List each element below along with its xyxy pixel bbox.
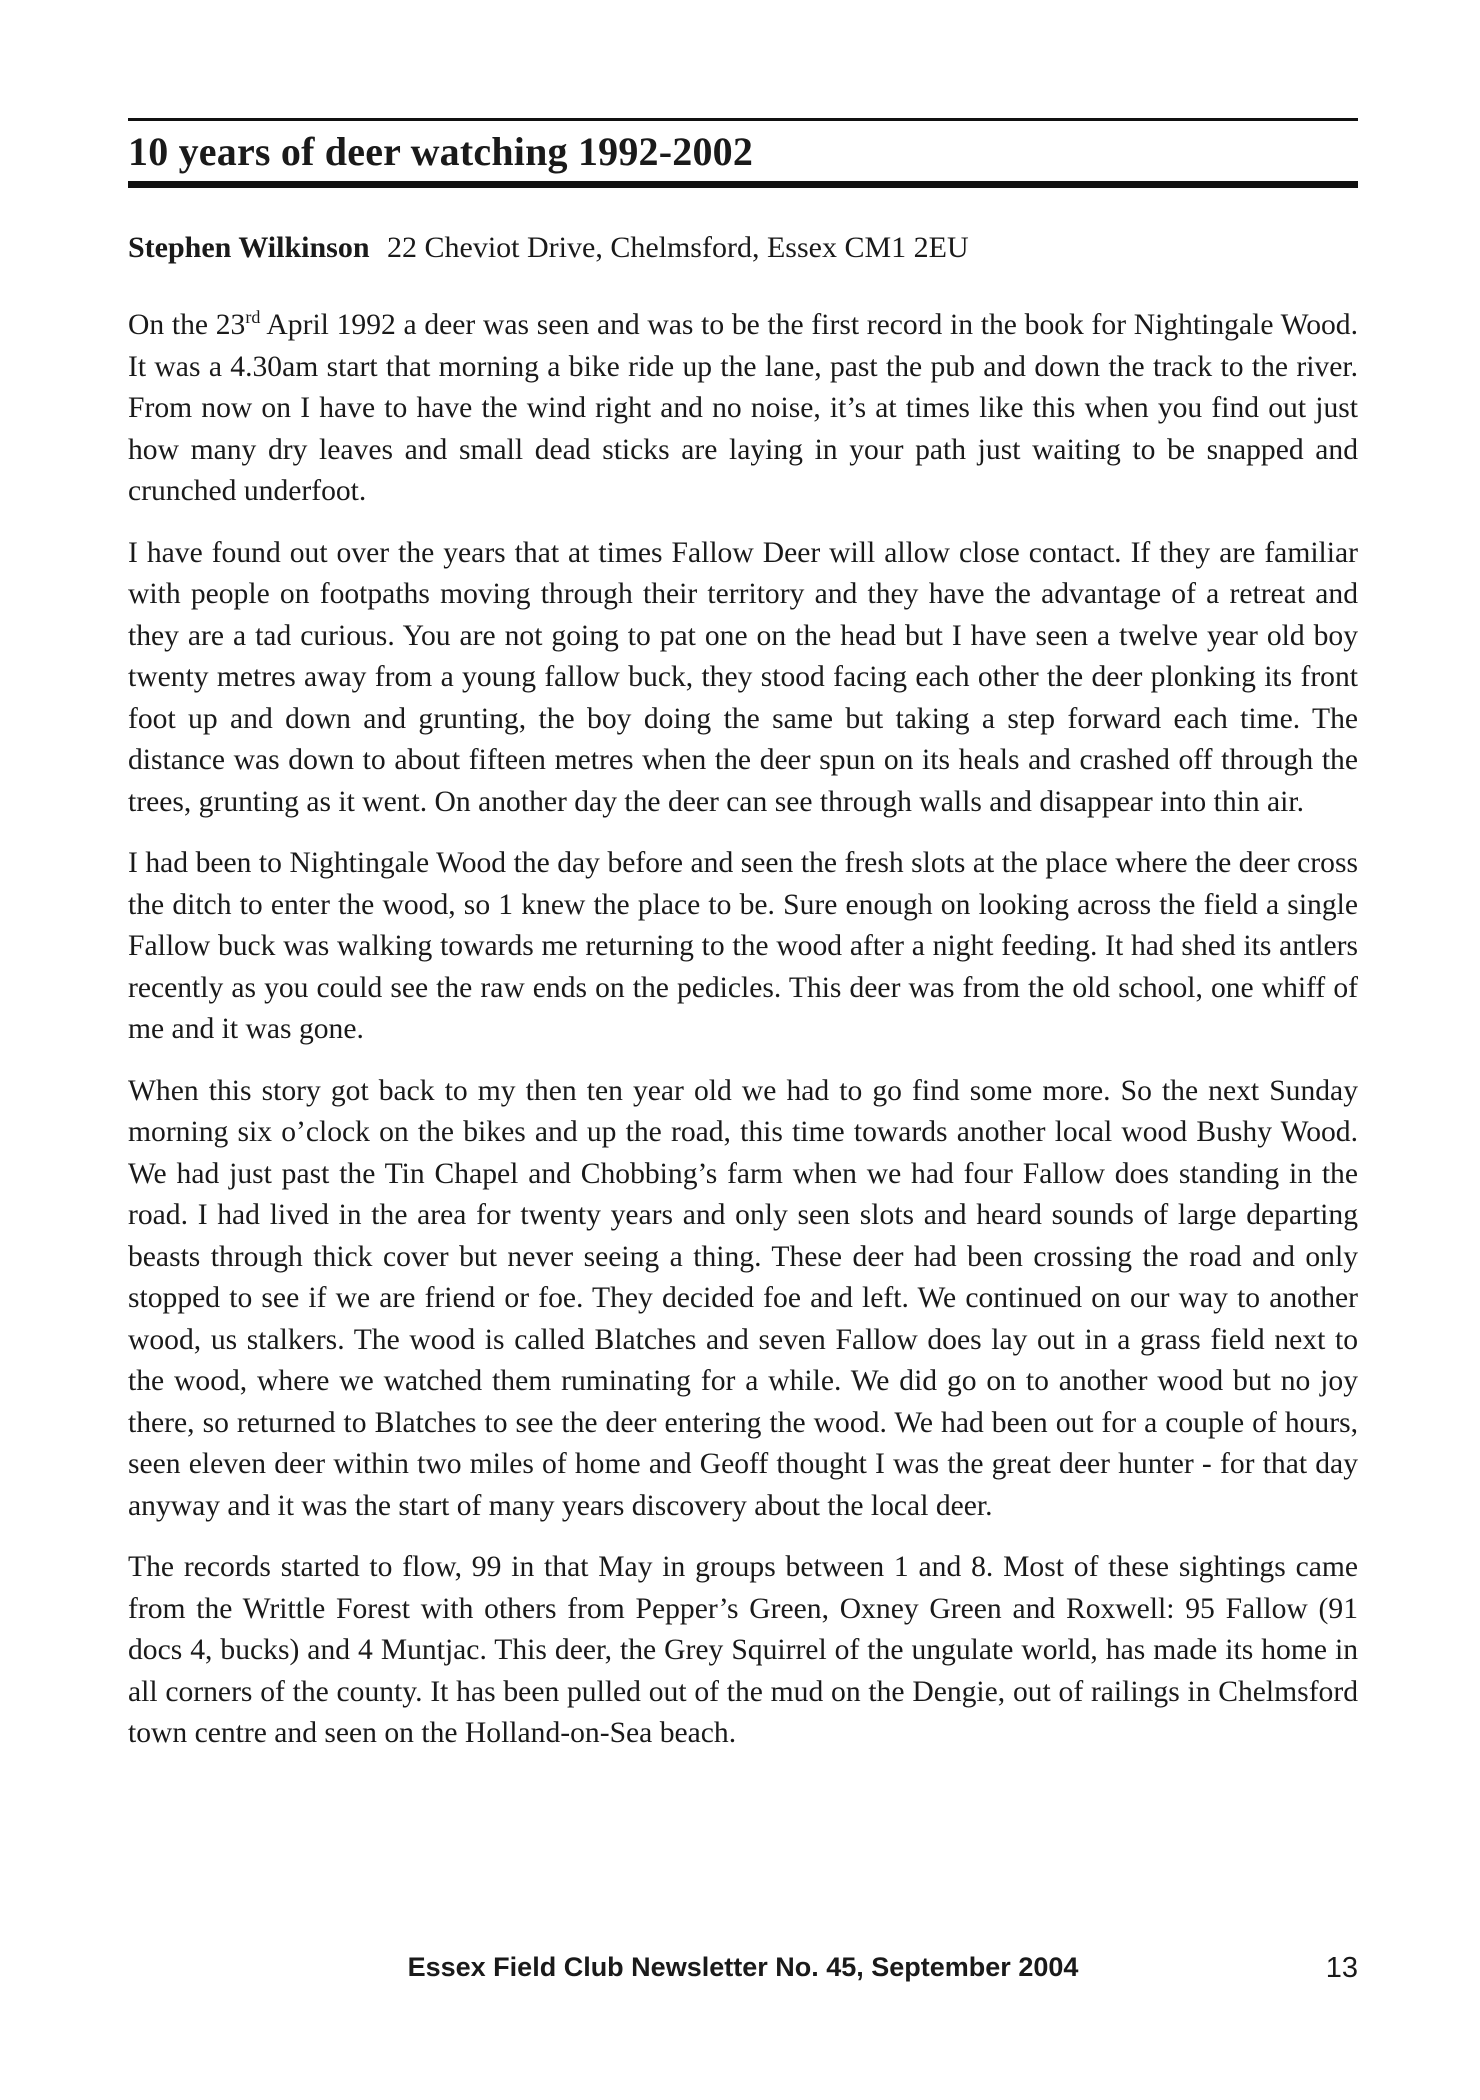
page-footer: [128, 1952, 1358, 1992]
paragraph-5: The records started to flow, 99 in that May in groups between 1 and 8. Most of these sightings came from the Writtle Forest with others from Pepper’s Green, Oxney Green and Roxwell: 95 Fallow (91 docs 4, bucks) and 4 Muntjac. This deer, the Grey Squirrel of the ungulate world, has made its home in all corners of the county. It has been pulled out of the mud on the Dengie, out of railings in Chelmsford town centre and seen on the Holland-on-Sea beach.: [128, 1551, 1358, 1749]
author-line: [128, 228, 1358, 267]
publication-title: Essex Field Club Newsletter No. 45, September 2004: [407, 1952, 1079, 1982]
paragraph-1-start: On the 23: [128, 309, 246, 341]
paragraph-2: I have found out over the years that at times Fallow Deer will allow close contact. If they are familiar with people on footpaths moving through their territory and they have the advantage of a retreat and they are a tad curious. You are not going to pat one on the head but I have seen a twelve year old boy twenty metres away from a young fallow buck, they stood facing each other the deer plonking its front foot up and down and grunting, the boy doing the same but taking a step forward each time. The distance was down to about fifteen metres when the deer spun on its heals and crashed off through the trees, grunting as it went. On another day the deer can see through walls and disappear into thin air.: [128, 536, 1358, 818]
page-number: 13: [1325, 1952, 1358, 1984]
article-body: [128, 305, 1358, 1755]
title-bottom-rule: [128, 181, 1358, 188]
paragraph-1: [128, 305, 1358, 513]
paragraph-4: When this story got back to my then ten year old we had to go find some more. So the next Sunday morning six o’clock on the bikes and up the road, this time towards another local wood Bushy Wood. We had just past the Tin Chapel and Chobbing’s farm when we had four Fallow does standing in the road. I had lived in the area for twenty years and only seen slots and heard sounds of large departing beasts through thick cover but never seeing a thing. These deer had been crossing the road and only stopped to see if we are friend or foe. They decided foe and left. We continued on our way to another wood, us stalkers. The wood is called Blatches and seven Fallow does lay out in a grass field next to the wood, where we watched them ruminating for a while. We did go on to another wood but no joy there, so returned to Blatches to see the deer entering the wood. We had been out for a couple of hours, seen eleven deer within two miles of home and Geoff thought I was the great deer hunter - for that day anyway and it was the start of many years discovery about the local deer.: [128, 1074, 1358, 1522]
author-address: 22 Cheviot Drive, Chelmsford, Essex CM1 2EU: [387, 231, 969, 264]
article: [128, 118, 1358, 1775]
article-title: 10 years of deer watching 1992-2002: [128, 129, 754, 174]
ordinal-suffix: rd: [245, 307, 261, 328]
title-top-rule: [128, 118, 1358, 121]
paragraph-3: I had been to Nightingale Wood the day before and seen the fresh slots at the place where the deer cross the ditch to enter the wood, so 1 knew the place to be. Sure enough on looking across the field a single Fallow buck was walking towards me returning to the wood after a night feeding. It had shed its antlers recently as you could see the raw ends on the pedicles. This deer was from the old school, one whiff of me and it was gone.: [128, 847, 1358, 1045]
author-name: Stephen Wilkinson: [128, 231, 370, 264]
paragraph-1-rest: April 1992 a deer was seen and was to be the first record in the book for Nightingale Wood. It was a 4.30am start that morning a bike ride up the lane, past the pub and down the track to the river. From now on I have to have the wind right and no noise, it’s at times like this when you find out just how many dry leaves and small dead sticks are laying in your path just waiting to be snapped and crunched underfoot.: [128, 309, 1358, 507]
